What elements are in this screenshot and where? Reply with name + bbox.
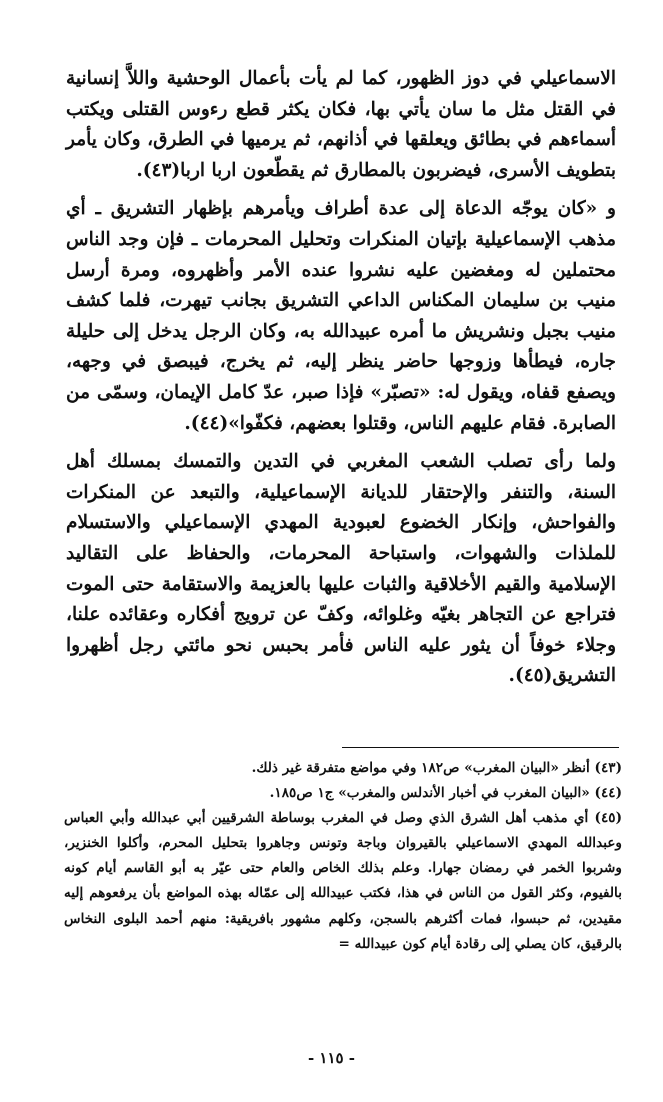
footnote-44: (٤٤) «البيان المغرب في أخبار الأندلس والمغرب» ج١ ص١٨٥.: [269, 785, 622, 802]
paragraph-2: و «كان يوجّه الدعاة إلى عدة أطراف ويأمرهم بإظهار التشريق ـ أي مذهب الإسماعيلية بإتيان المنكرات وتحليل المحرمات ـ فإن وجد الناس محتملين له ومغضين عليه نشروا عنده الأمر وأظهروه، ومرة أرسل منيب بن سليمان المكناس الداعي التشريق بجانب تيهرت، فلما كشف منيب بجبل ونشريش ما أمره عبيدالله به، وكان الرجل يدخل إلى حليلة جاره، فيطأها وزوجها حاضر ينظر إليه، ثم يخرج، فيبصق في وجهه، ويصفع قفاه، ويقول له: «تصبّر» فإذا صبر، عدّ كامل الإيمان، وسمّى من الصابرة. فقام عليهم الناس، وقتلوا بعضهم، فكفّوا»(٤٤).: [66, 198, 616, 434]
footnote-45: (٤٥) أي مذهب أهل الشرق الذي وصل في المغرب بوساطة الشرقيين أبي عبدالله وأبي العباس وعبدالله المهدي الاسماعيلي بالقيروان وباجة وتونس وجاهروا بتحليل المحرم، وأكلوا الخنزير، وشربوا الخمر في رمضان جهارا. وعلم بذلك الخاص والعام حتى عيّر به أبو القاسم أيام كونه بالفيوم، وكثر القول من الناس في هذا، فكتب عبيدالله إلى عمّاله بهذه المواضع بأن يرفعوهم إليه مقيدين، ثم حبسوا، فمات أكثرهم بالسجن، وكلهم مشهور بافريقية: منهم أحمد البلوى النخاس بالرقيق، كان يصلي إلى رقادة أيام كون عبيدالله =: [64, 810, 622, 952]
footnotes: [64, 756, 622, 957]
paragraph-1: الاسماعيلي في دوز الظهور، كما لم يأت بأعمال الوحشية واللاَّ إنسانية في القتل مثل ما سان يأتي بها، فكان يكثر قطع رءوس القتلى ويكتب أسماءهم في بطائق ويعلقها في أذانهم، ثم يرميها في الطرق، وكان يأمر بتطويف الأسرى، فيضربون بالمطارق ثم يقطّعون اربا اربا(٤٣).: [66, 68, 616, 181]
footnote-divider: [342, 747, 619, 748]
page-number: - ١١٥ -: [307, 1049, 356, 1067]
main-text: [66, 64, 616, 692]
paragraph-3: ولما رأى تصلب الشعب المغربي في التدين والتمسك بمسلك أهل السنة، والتنفر والإحتقار للديانة الإسماعيلية، والتبعد عن المنكرات والفواحش، وإنكار الخضوع لعبودية المهدي الإسماعيلي والاستسلام للملذات والشهوات، واستباحة المحرمات، والحفاظ على التقاليد الإسلامية والقيم الأخلاقية والثبات عليها بالعزيمة والاستقامة حتى الموت فتراجع عن التجاهر بغيّه وغلوائه، وكفّ عن ترويج أفكاره وعقائده علنا، وجلاء خوفاً أن يثور عليه الناس فأمر بحبس نحو مائتي رجل أظهروا التشريق(٤٥).: [66, 451, 616, 687]
footnote-43: (٤٣) أنظر «البيان المغرب» ص١٨٢ وفي مواضع متفرقة غير ذلك.: [251, 760, 622, 776]
